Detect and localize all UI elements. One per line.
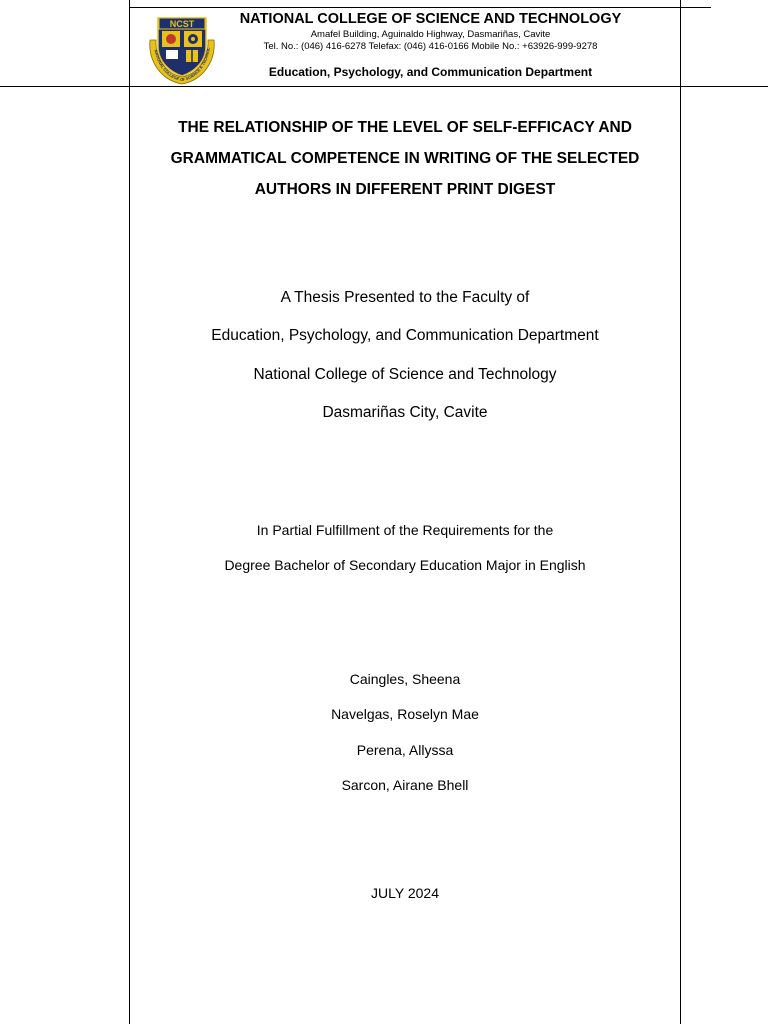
college-address: Amafel Building, Aguinaldo Highway, Dasmariñas, Cavite [310, 29, 551, 40]
presented-line-3: National College of Science and Technology [253, 366, 557, 383]
author-name: Perena, Allyssa [356, 742, 454, 758]
college-name: NATIONAL COLLEGE OF SCIENCE AND TECHNOLOGY [239, 11, 622, 27]
author-name: Sarcon, Airane Bhell [341, 777, 469, 793]
right-margin-line [680, 0, 681, 1024]
presented-line-2: Education, Psychology, and Communication Department [211, 327, 599, 344]
requirements-line-1: In Partial Fulfillment of the Requirements for the [256, 522, 554, 538]
thesis-title-line-2: GRAMMATICAL COMPETENCE IN WRITING OF THE SELECTED [170, 150, 640, 167]
author-name: Caingles, Sheena [349, 671, 461, 687]
header-bottom-border [0, 86, 768, 87]
author-name: Navelgas, Roselyn Mae [331, 706, 479, 722]
logo-text: NCST [169, 19, 195, 29]
ncst-logo [146, 10, 218, 86]
letterhead [130, 8, 680, 86]
thesis-title-line-1: THE RELATIONSHIP OF THE LEVEL OF SELF-EFFICACY AND [178, 119, 632, 136]
presented-line-4: Dasmariñas City, Cavite [322, 404, 488, 421]
logo-ribbon-text: NATIONAL COLLEGE OF SCIENCE & TECHNOL [153, 46, 211, 83]
presented-line-1: A Thesis Presented to the Faculty of [280, 289, 530, 306]
requirements-line-2: Degree Bachelor of Secondary Education Major in English [224, 557, 586, 573]
college-contact: Tel. No.: (046) 416-6278 Telefax: (046) 416-0166 Mobile No.: +63926-999-9278 [263, 41, 598, 52]
thesis-title-line-3: AUTHORS IN DIFFERENT PRINT DIGEST [254, 181, 556, 198]
department-name: Education, Psychology, and Communication Department [268, 65, 593, 79]
submission-date: JULY 2024 [371, 885, 439, 901]
